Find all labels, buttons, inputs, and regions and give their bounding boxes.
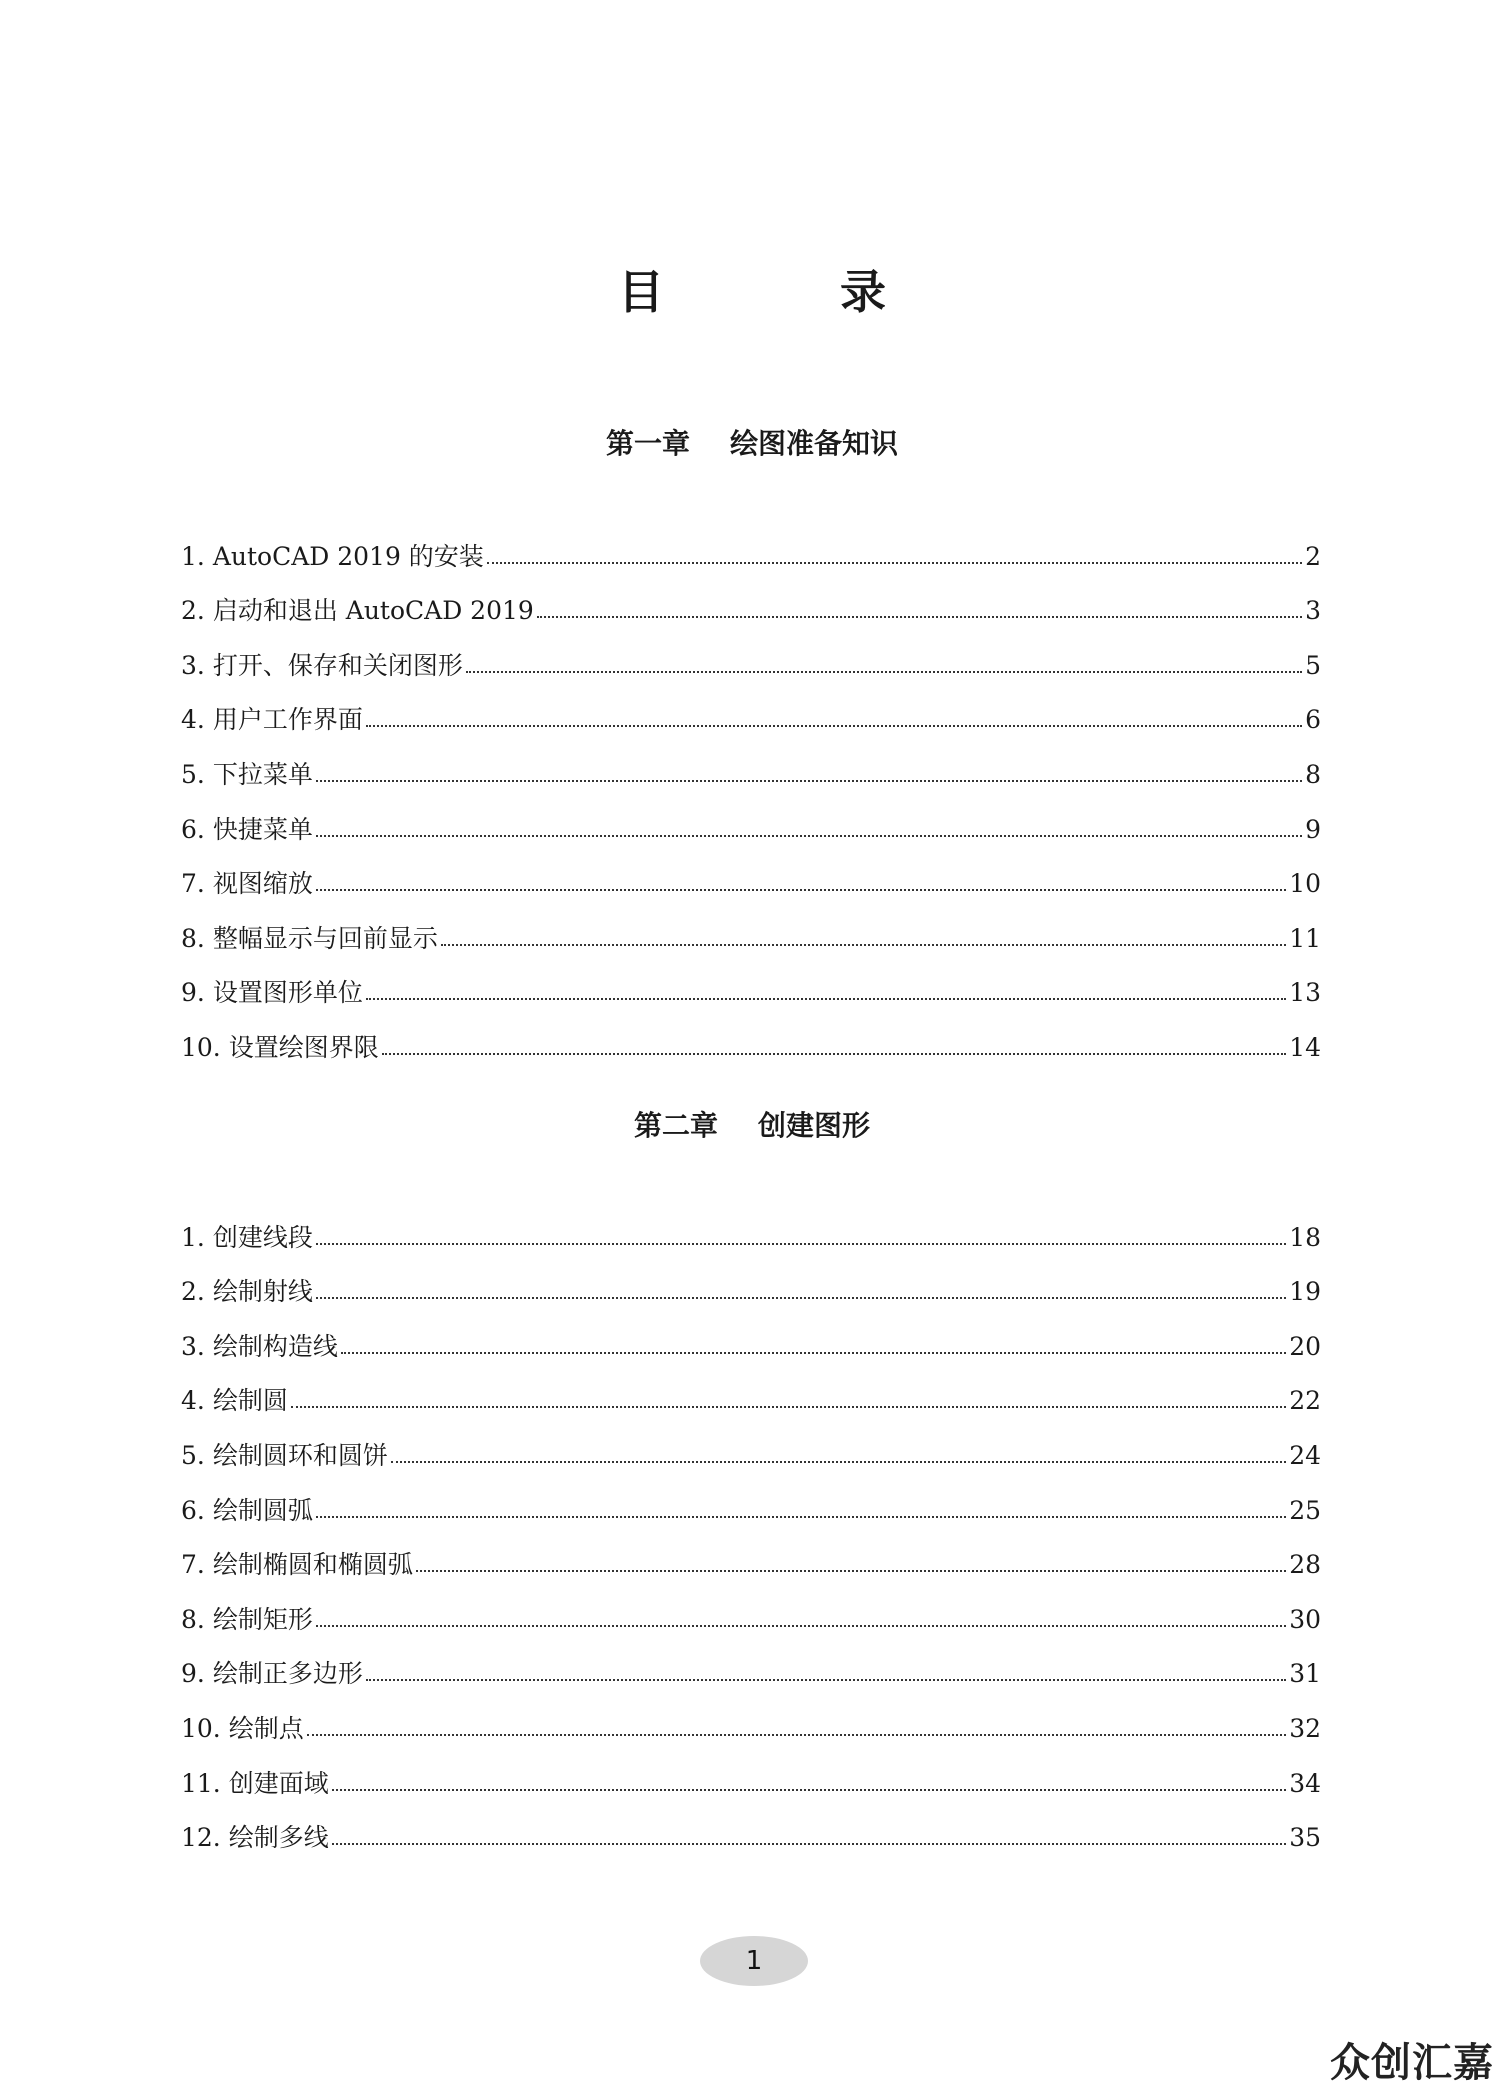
toc-entry-label: 启动和退出 AutoCAD 2019 xyxy=(212,596,534,626)
toc-entry-number: 7. xyxy=(181,1550,213,1580)
leader-dots xyxy=(341,1352,1286,1354)
leader-dots xyxy=(316,1243,1286,1245)
toc-entry-page: 8 xyxy=(1305,759,1321,789)
toc-entry-label: 绘制圆弧 xyxy=(212,1495,313,1525)
leader-dots xyxy=(366,998,1286,1000)
toc-entry-number: 6. xyxy=(181,814,213,844)
toc-entry[interactable] xyxy=(181,1745,1321,1800)
toc-entry-label: 快捷菜单 xyxy=(212,814,313,844)
toc-entry[interactable] xyxy=(181,1527,1321,1582)
leader-dots xyxy=(316,835,1302,837)
chapter-label: 第一章 xyxy=(605,427,690,460)
leader-dots xyxy=(316,889,1286,891)
toc-entry-page: 11 xyxy=(1289,923,1321,953)
toc-entry[interactable] xyxy=(181,1199,1321,1254)
leader-dots xyxy=(332,1789,1286,1791)
toc-entry-label: 绘制构造线 xyxy=(212,1331,338,1361)
toc-entry-number: 7. xyxy=(181,869,213,899)
toc-entry-label: 创建面域 xyxy=(228,1768,329,1798)
toc-entry-number: 3. xyxy=(181,1331,213,1361)
toc-entry[interactable] xyxy=(181,736,1321,791)
toc-entry-label: 绘制圆环和圆饼 xyxy=(212,1440,388,1470)
toc-list-chapter-2 xyxy=(181,1199,1321,1854)
toc-entry-page: 6 xyxy=(1305,705,1321,735)
page-number-badge: 1 xyxy=(700,1936,808,1986)
toc-entry[interactable] xyxy=(181,1800,1321,1855)
leader-dots xyxy=(537,616,1302,618)
leader-dots xyxy=(391,1461,1286,1463)
toc-entry-page: 30 xyxy=(1289,1604,1321,1634)
toc-entry[interactable] xyxy=(181,1581,1321,1636)
leader-dots xyxy=(316,1516,1286,1518)
toc-entry[interactable] xyxy=(181,1254,1321,1309)
toc-entry-number: 9. xyxy=(181,1659,213,1689)
toc-entry-page: 3 xyxy=(1305,596,1321,626)
toc-entry-page: 10 xyxy=(1289,869,1321,899)
toc-entry-label: 用户工作界面 xyxy=(212,705,363,735)
toc-entry-label: 视图缩放 xyxy=(212,869,313,899)
toc-entry-page: 22 xyxy=(1289,1386,1321,1416)
chapter-name: 绘图准备知识 xyxy=(730,427,899,460)
toc-entry[interactable] xyxy=(181,682,1321,737)
leader-dots xyxy=(382,1053,1286,1055)
toc-entry-label: 绘制点 xyxy=(228,1713,304,1743)
toc-entry-page: 19 xyxy=(1289,1277,1321,1307)
toc-entry[interactable] xyxy=(181,1472,1321,1527)
toc-entry-label: 绘制矩形 xyxy=(212,1604,313,1634)
chapter-heading-2 xyxy=(0,1104,1504,1148)
toc-entry-label: 绘制圆 xyxy=(212,1386,288,1416)
toc-entry-page: 35 xyxy=(1289,1823,1321,1853)
toc-entry-number: 4. xyxy=(181,1386,213,1416)
leader-dots xyxy=(441,944,1286,946)
toc-entry[interactable] xyxy=(181,1009,1321,1064)
toc-entry-page: 18 xyxy=(1289,1222,1321,1252)
chapter-heading-1 xyxy=(0,422,1504,466)
toc-entry-number: 1. xyxy=(181,1222,213,1252)
toc-entry-number: 9. xyxy=(181,978,213,1008)
toc-entry-number: 2. xyxy=(181,596,213,626)
toc-entry-page: 5 xyxy=(1305,650,1321,680)
toc-entry-label: 绘制正多边形 xyxy=(212,1659,363,1689)
toc-list-chapter-1 xyxy=(181,518,1321,1064)
toc-entry-number: 10. xyxy=(181,1032,229,1062)
watermark: 众创汇嘉 xyxy=(1330,2040,1494,2086)
toc-entry-label: 设置图形单位 xyxy=(212,978,363,1008)
toc-entry-number: 8. xyxy=(181,1604,213,1634)
leader-dots xyxy=(307,1734,1286,1736)
toc-entry-number: 6. xyxy=(181,1495,213,1525)
leader-dots xyxy=(316,1297,1286,1299)
chapter-name: 创建图形 xyxy=(758,1109,871,1142)
toc-entry-page: 25 xyxy=(1289,1495,1321,1525)
toc-entry[interactable] xyxy=(181,627,1321,682)
toc-entry-number: 8. xyxy=(181,923,213,953)
toc-entry[interactable] xyxy=(181,846,1321,901)
toc-entry[interactable] xyxy=(181,791,1321,846)
toc-entry[interactable] xyxy=(181,1363,1321,1418)
leader-dots xyxy=(366,1679,1286,1681)
leader-dots xyxy=(366,725,1302,727)
toc-entry[interactable] xyxy=(181,1690,1321,1745)
leader-dots xyxy=(291,1406,1286,1408)
toc-entry-page: 31 xyxy=(1289,1659,1321,1689)
leader-dots xyxy=(487,562,1302,564)
toc-entry-number: 5. xyxy=(181,759,213,789)
leader-dots xyxy=(316,780,1302,782)
toc-entry-label: 设置绘图界限 xyxy=(228,1032,379,1062)
toc-entry-label: 绘制多线 xyxy=(228,1823,329,1853)
toc-entry[interactable] xyxy=(181,1308,1321,1363)
toc-entry[interactable] xyxy=(181,573,1321,628)
leader-dots xyxy=(466,671,1302,673)
toc-entry-number: 10. xyxy=(181,1713,229,1743)
toc-entry-page: 14 xyxy=(1289,1032,1321,1062)
toc-entry-label: 绘制椭圆和椭圆弧 xyxy=(212,1550,413,1580)
toc-entry[interactable] xyxy=(181,1636,1321,1691)
leader-dots xyxy=(316,1625,1286,1627)
toc-entry[interactable] xyxy=(181,1417,1321,1472)
toc-entry-number: 12. xyxy=(181,1823,229,1853)
toc-entry-page: 34 xyxy=(1289,1768,1321,1798)
toc-entry-label: 创建线段 xyxy=(212,1222,313,1252)
toc-entry-label: 打开、保存和关闭图形 xyxy=(212,650,463,680)
toc-entry-page: 24 xyxy=(1289,1440,1321,1470)
toc-entry-number: 11. xyxy=(181,1768,229,1798)
toc-entry-label: AutoCAD 2019 的安装 xyxy=(212,541,484,571)
toc-entry[interactable] xyxy=(181,518,1321,573)
toc-entry-label: 绘制射线 xyxy=(212,1277,313,1307)
toc-entry-number: 3. xyxy=(181,650,213,680)
toc-entry-page: 9 xyxy=(1305,814,1321,844)
toc-entry-number: 2. xyxy=(181,1277,213,1307)
leader-dots xyxy=(416,1570,1286,1572)
toc-entry-page: 2 xyxy=(1305,541,1321,571)
toc-entry[interactable] xyxy=(181,900,1321,955)
toc-entry-number: 1. xyxy=(181,541,213,571)
chapter-label: 第二章 xyxy=(633,1109,718,1142)
toc-entry-number: 4. xyxy=(181,705,213,735)
toc-entry-page: 28 xyxy=(1289,1550,1321,1580)
toc-entry-page: 20 xyxy=(1289,1331,1321,1361)
toc-entry-page: 32 xyxy=(1289,1713,1321,1743)
toc-entry-label: 整幅显示与回前显示 xyxy=(212,923,438,953)
toc-entry-label: 下拉菜单 xyxy=(212,759,313,789)
toc-entry-page: 13 xyxy=(1289,978,1321,1008)
page-title: 目 录 xyxy=(617,265,966,319)
leader-dots xyxy=(332,1843,1286,1845)
toc-entry-number: 5. xyxy=(181,1440,213,1470)
toc-entry[interactable] xyxy=(181,955,1321,1010)
